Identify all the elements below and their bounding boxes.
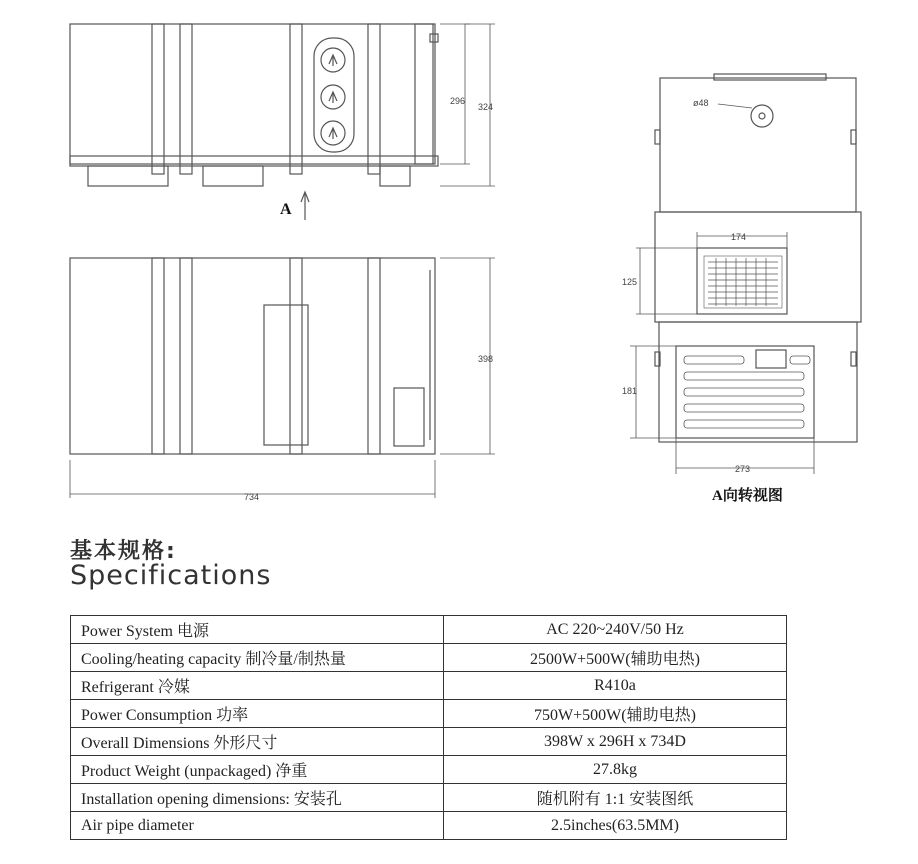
spec-value: 随机附有 1:1 安装图纸 [444, 784, 787, 812]
spec-label: Power Consumption 功率 [71, 700, 444, 728]
dim-174: 174 [731, 232, 747, 242]
dim-734: 734 [244, 492, 260, 502]
spec-label: Refrigerant 冷媒 [71, 672, 444, 700]
view-caption: A向转视图 [712, 488, 783, 504]
table-row [71, 700, 787, 728]
spec-value: 750W+500W(辅助电热) [444, 700, 787, 728]
spec-value: R410a [444, 672, 787, 700]
spec-table [70, 615, 787, 840]
dim-296: 296 [450, 96, 466, 106]
table-row [71, 644, 787, 672]
dim-181: 181 [622, 386, 638, 396]
vent-slots [684, 356, 810, 428]
table-row [71, 672, 787, 700]
table-row [71, 728, 787, 756]
spec-label: Overall Dimensions 外形尺寸 [71, 728, 444, 756]
spec-value: 27.8kg [444, 756, 787, 784]
side-view [70, 24, 495, 220]
view-arrow-label: A [280, 201, 292, 218]
spec-label: Installation opening dimensions: 安装孔 [71, 784, 444, 812]
heading-cn: 基本规格: [70, 539, 177, 564]
spec-value: 2.5inches(63.5MM) [444, 812, 787, 840]
spec-value: 2500W+500W(辅助电热) [444, 644, 787, 672]
table-row [71, 756, 787, 784]
spec-value: AC 220~240V/50 Hz [444, 616, 787, 644]
dim-273: 273 [735, 464, 751, 474]
table-row [71, 812, 787, 840]
table-row [71, 784, 787, 812]
spec-label: Air pipe diameter [71, 812, 444, 840]
dim-398: 398 [478, 354, 494, 364]
spec-label: Cooling/heating capacity 制冷量/制热量 [71, 644, 444, 672]
spec-label: Product Weight (unpackaged) 净重 [71, 756, 444, 784]
top-view [70, 258, 495, 498]
grille-pattern [708, 258, 778, 306]
table-row [71, 616, 787, 644]
dim-324: 324 [478, 102, 494, 112]
spec-value: 398W x 296H x 734D [444, 728, 787, 756]
heading-en: Specifications [70, 560, 272, 591]
dim-125: 125 [622, 277, 638, 287]
dim-pipe: ø48 [693, 98, 709, 108]
spec-label: Power System 电源 [71, 616, 444, 644]
